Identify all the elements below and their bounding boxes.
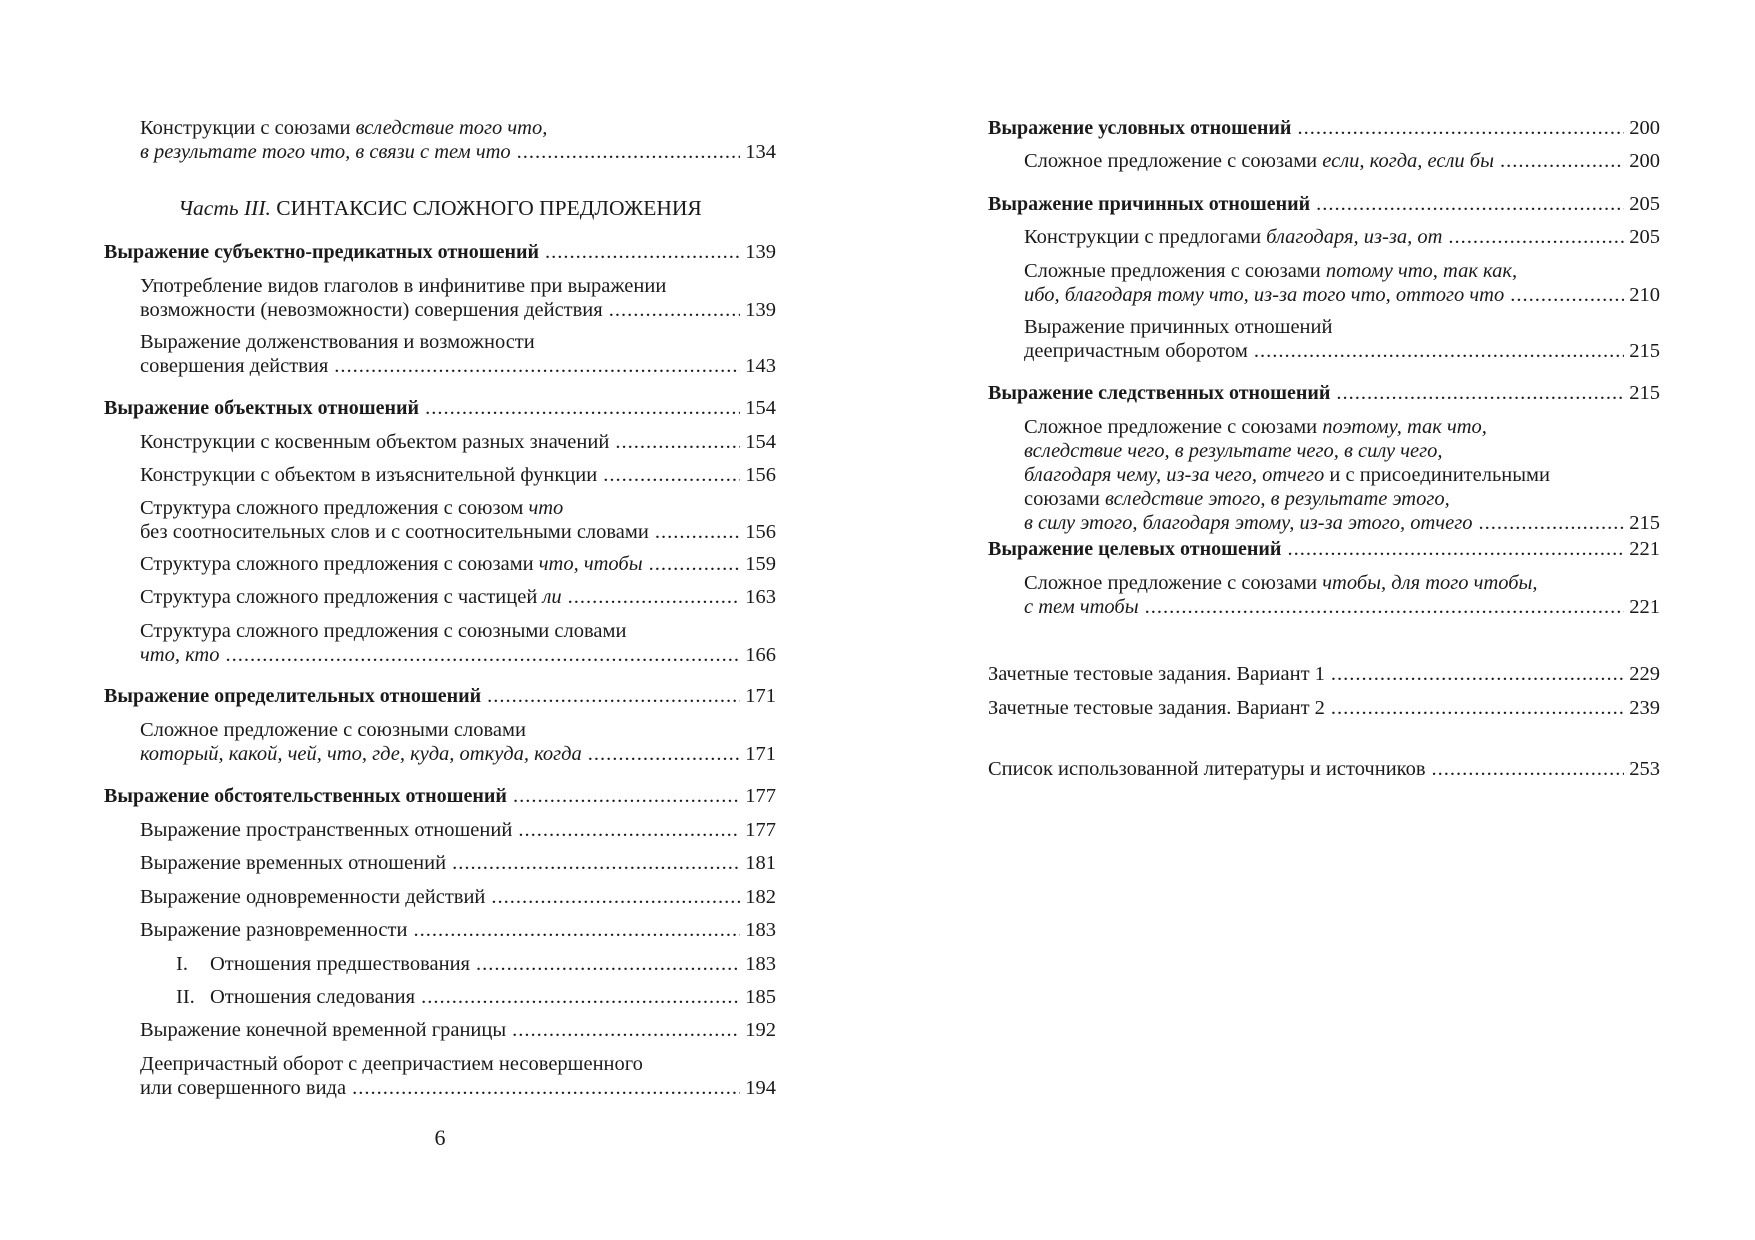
toc-section-uslov[interactable] [988,116,1660,140]
toc-section-sledstv[interactable] [988,381,1660,405]
leader-dots [518,818,740,842]
toc-entry-predlogi[interactable] [1024,225,1660,249]
toc-entry-sledovan[interactable] [176,985,776,1009]
leader-dots [1510,283,1624,307]
toc-entry-predshestv[interactable] [176,952,776,976]
page-ref: 171 [745,685,776,707]
toc-entry-text: деепричастным оборотом [1024,340,1248,362]
leader-dots [425,396,740,420]
leader-dots [513,784,740,808]
leader-dots [615,430,740,454]
toc-entry-test2[interactable] [988,696,1660,720]
toc-entry-kosv-obj[interactable] [140,430,776,454]
toc-entry-text: вследствие чего, в результате чего, в силу чего, [1024,440,1443,462]
toc-entry-text: в силу этого, благодаря этому, из-за этого, отчего [1024,512,1473,534]
leader-dots [512,1018,740,1042]
toc-entry-text: Структура сложного предложения с союзами что, чтобы [140,553,643,575]
leader-dots [1254,339,1624,363]
leader-dots [603,463,740,487]
page-ref: 192 [745,1019,776,1041]
leader-dots [588,742,740,766]
page-ref: 194 [745,1077,776,1099]
leader-dots [334,354,740,378]
leader-dots [491,885,740,909]
toc-entry-text: Употребление видов глаголов в инфинитиве при выражении [140,275,667,297]
toc-section-title: Выражение условных отношений [988,117,1292,139]
leader-dots [421,985,740,1009]
roman-numeral: II. [176,986,195,1008]
page-ref: 183 [745,953,776,975]
page-number: 6 [434,1125,446,1150]
toc-section-title: Выражение целевых отношений [988,538,1282,560]
toc-entry-deeprich[interactable] [140,1052,776,1100]
page-ref: 166 [745,644,776,666]
page-ref: 177 [745,785,776,807]
leader-dots [1500,149,1624,173]
page-ref: 205 [1629,193,1660,215]
toc-entry-chtoby[interactable] [1024,571,1660,619]
page-ref: 200 [1629,150,1660,172]
toc-entry-potomu[interactable] [1024,259,1660,307]
leader-dots [1316,192,1624,216]
page-ref: 154 [745,397,776,419]
toc-entry-struct-soyuz-slova[interactable] [140,619,776,667]
page-ref: 182 [745,886,776,908]
toc-entry-literature[interactable] [988,757,1660,781]
toc-entry-prichin-deeprich[interactable] [1024,315,1660,363]
page-ref: 215 [1629,340,1660,362]
leader-dots [517,140,741,164]
page-ref: 253 [1629,758,1660,780]
page-ref: 221 [1629,538,1660,560]
leader-dots [225,643,740,667]
part-label: Часть III. [178,196,271,220]
toc-entry-konstrukcii-vsledstvie[interactable] [140,116,776,164]
page-ref: 183 [745,919,776,941]
page-ref: 139 [745,299,776,321]
leader-dots [487,684,740,708]
toc-entry-text: Выражение одновременности действий [140,886,486,908]
toc-section-title: Выражение определительных отношений [104,685,482,707]
leader-dots [1478,511,1624,535]
toc-entry-struct-li[interactable] [140,585,776,609]
leader-dots [1331,696,1624,720]
toc-entry-text: возможности (невозможности) совершения действия [140,299,603,321]
toc-entry-struct-chtoby[interactable] [140,552,776,576]
leader-dots [352,1076,740,1100]
toc-entry-text: в результате того что, в связи с тем что [140,141,511,163]
toc-entry-vid-glagolov[interactable] [140,274,776,322]
leader-dots [1287,537,1624,561]
page-ref: 177 [745,819,776,841]
toc-entry-esli[interactable] [1024,149,1660,173]
toc-entry-text: ибо, благодаря тому что, из-за того что, оттого что [1024,284,1505,306]
roman-numeral: I. [176,953,188,975]
toc-entry-text: Конструкции с союзами вследствие того что, [140,117,548,139]
leader-dots [568,585,741,609]
page-ref: 181 [745,852,776,874]
page-ref: 221 [1629,596,1660,618]
toc-entry-text: что, кто [140,644,220,666]
toc-entry-dolzhenstvovanie[interactable] [140,330,776,378]
leader-dots [655,520,740,544]
toc-entry-kotory[interactable] [140,718,776,766]
toc-entry-prostr[interactable] [140,818,776,842]
page-ref: 154 [745,431,776,453]
leader-dots [1145,595,1625,619]
toc-section-title: Выражение субъектно-предикатных отношений [104,241,540,263]
toc-entry-text: Выражение пространственных отношений [140,819,513,841]
toc-entry-izyasn[interactable] [140,463,776,487]
page-ref: 200 [1629,117,1660,139]
toc-section-title: Выражение причинных отношений [988,193,1311,215]
toc-entry-odnovrem[interactable] [140,885,776,909]
leader-dots [649,552,741,576]
part-title: СИНТАКСИС СЛОЖНОГО ПРЕДЛОЖЕНИЯ [276,196,702,220]
toc-entry-text: Деепричастный оборот с деепричастием несовершенного [140,1053,643,1075]
toc-entry-text: союзами вследствие этого, в результате этого, [1024,488,1450,510]
leader-dots [452,851,740,875]
page-ref: 210 [1629,284,1660,306]
toc-entry-text: или совершенного вида [140,1077,347,1099]
toc-entry-poetomu[interactable] [1024,415,1660,535]
page-ref: 163 [745,586,776,608]
toc-entry-text: совершения действия [140,355,329,377]
toc-entry-text: I. Отношения предшествования [176,953,470,975]
toc-entry-text: Зачетные тестовые задания. Вариант 2 [988,697,1325,719]
page-ref: 215 [1629,512,1660,534]
toc-entry-text: II. Отношения следования [176,986,416,1008]
toc-entry-raznovrem[interactable] [140,918,776,942]
page-ref: 185 [745,986,776,1008]
page-ref: 139 [745,241,776,263]
toc-entry-test1[interactable] [988,662,1660,686]
page-ref: 156 [745,464,776,486]
toc-entry-text: без соотносительных слов и с соотносительными словами [140,521,649,543]
toc-entry-text: Конструкции с объектом в изъяснительной функции [140,464,598,486]
toc-entry-text: Сложное предложение с союзами поэтому, так что, [1024,416,1487,438]
toc-entry-text: Зачетные тестовые задания. Вариант 1 [988,663,1325,685]
page-ref: 239 [1629,697,1660,719]
toc-section-title: Выражение обстоятельственных отношений [104,785,507,807]
toc-section-prichin[interactable] [988,192,1660,216]
toc-section-obj[interactable] [104,396,776,420]
leader-dots [476,952,740,976]
leader-dots [1448,225,1624,249]
toc-entry-text: Конструкции с косвенным объектом разных значений [140,431,610,453]
toc-section-obstoyat[interactable] [104,784,776,808]
toc-entry-text: Список использованной литературы и источников [988,758,1426,780]
leader-dots [1432,757,1625,781]
page-ref: 156 [745,521,776,543]
leader-dots [1331,662,1624,686]
toc-entry-text: с тем чтобы [1024,596,1139,618]
toc-entry-vremen[interactable] [140,851,776,875]
toc-entry-text: благодаря чему, из-за чего, отчего и с присоединительными [1024,464,1550,486]
leader-dots [545,240,740,264]
toc-section-celev[interactable] [988,537,1660,561]
toc-entry-text: который, какой, чей, что, где, куда, откуда, когда [140,743,582,765]
toc-section-title: Выражение объектных отношений [104,397,420,419]
page-ref: 229 [1629,663,1660,685]
leader-dots [1297,116,1624,140]
page-ref: 159 [745,553,776,575]
leader-dots [413,918,740,942]
toc-entry-text: Сложное предложение с союзами если, когда, если бы [1024,150,1494,172]
page-ref: 215 [1629,382,1660,404]
page-ref: 134 [745,141,776,163]
toc-entry-text: Выражение разновременности [140,919,408,941]
toc-entry-text: Выражение конечной временной границы [140,1019,507,1041]
toc-entry-text: Сложное предложение с союзами чтобы, для того чтобы, [1024,572,1538,594]
toc-entry-text: Структура сложного предложения с частицей ли [140,586,562,608]
toc-entry-text: Выражение временных отношений [140,852,447,874]
toc-section-opredel[interactable] [104,684,776,708]
toc-entry-konech[interactable] [140,1018,776,1042]
page-ref: 205 [1629,226,1660,248]
page-ref: 143 [745,355,776,377]
leader-dots [1336,381,1624,405]
leader-dots [609,298,741,322]
part-heading [104,196,776,220]
toc-entry-text: Конструкции с предлогами благодаря, из-за, от [1024,226,1443,248]
toc-entry-struct-chto[interactable] [140,496,776,544]
toc-entry-text: Структура сложного предложения с союзными словами [140,620,627,642]
toc-section-subj-pred[interactable] [104,240,776,264]
toc-entry-text: Сложные предложения с союзами потому что, так как, [1024,260,1518,282]
toc-entry-text: Выражение долженствования и возможности [140,331,535,353]
toc-entry-text: Структура сложного предложения с союзом что [140,497,564,519]
page-ref: 171 [745,743,776,765]
toc-section-title: Выражение следственных отношений [988,382,1331,404]
toc-entry-text: Выражение причинных отношений [1024,316,1333,338]
toc-entry-text: Сложное предложение с союзными словами [140,719,526,741]
